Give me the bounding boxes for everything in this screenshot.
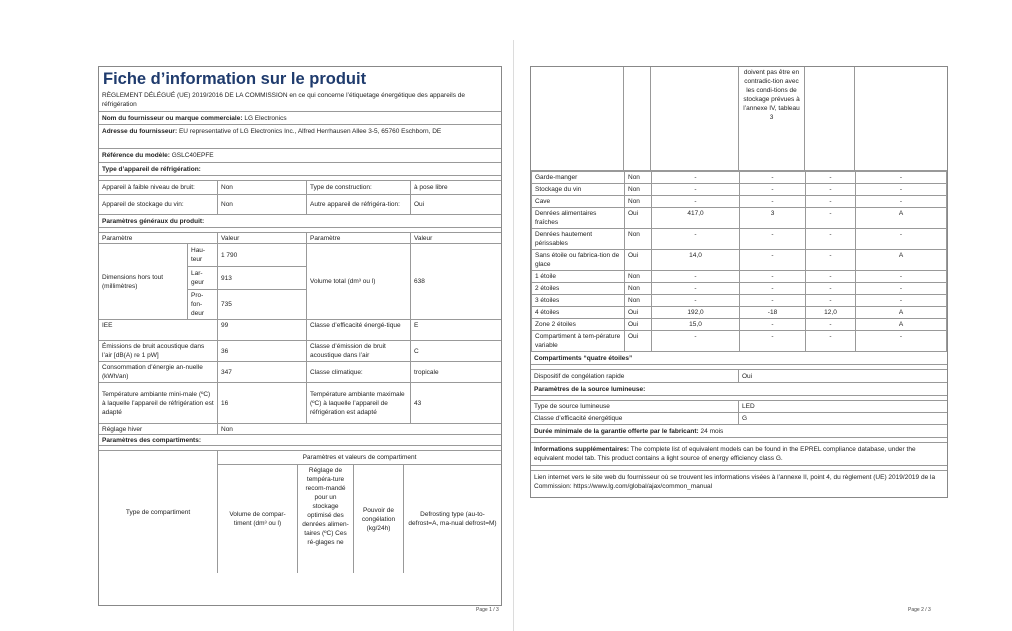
compartment-setting-cell: - <box>740 331 806 352</box>
compartment-header: Type de compartiment Paramètres et valeurs de compartiment Volume de compar-timent (dm³ ou l) Réglage de tempéra-ture recom-mandé pour un stockage optimisé des denrées alimen-taires (ºC) Ces ré-glages ne Pouvoir de congélation (kg/24h) Defrosting type (au-to-defrost=A, ma-nual defrost=M) <box>99 451 501 573</box>
compartment-name-cell: 3 étoiles <box>532 295 625 307</box>
compartment-defrost-cell: - <box>856 172 947 184</box>
compartment-row <box>532 271 947 283</box>
compartments-heading: Paramètres des compartiments: <box>99 435 501 446</box>
compartment-defrost-cell: A <box>856 307 947 319</box>
document-title: Fiche d’information sur le produit <box>103 70 367 88</box>
compartment-defrost-cell: A <box>856 208 947 229</box>
compartment-row <box>532 319 947 331</box>
compartment-volume-cell: 14,0 <box>652 250 740 271</box>
light-class-row: Classe d’efficacité énergétique G <box>531 413 947 425</box>
compartment-freezing-cell: - <box>806 196 856 208</box>
compartment-present-cell: Oui <box>625 250 652 271</box>
model-row: Référence du modèle: GSLC40EPFE <box>99 149 501 163</box>
compartment-volume-cell: - <box>652 229 740 250</box>
regulation-text: RÈGLEMENT DÉLÉGUÉ (UE) 2019/2016 DE LA COMMISSION en ce qui concerne l’étiquetage énergétique des appareils de réfrigération <box>99 89 501 112</box>
compartment-defrost-cell: A <box>856 250 947 271</box>
dimensions-row: Dimensions hors tout (millimètres) Hau-teur 1 790 Lar-geur 913 Pro-fon-deur 735 Volume total (dm³ ou l) 638 <box>99 244 501 320</box>
compartment-setting-cell: 3 <box>740 208 806 229</box>
compartment-defrost-cell: - <box>856 184 947 196</box>
quick-freeze-row: Dispositif de congélation rapide Oui <box>531 370 947 383</box>
compartment-name-cell: 4 étoiles <box>532 307 625 319</box>
compartment-setting-cell: - <box>740 196 806 208</box>
compartment-freezing-cell: 12,0 <box>806 307 856 319</box>
compartment-volume-cell: - <box>652 283 740 295</box>
winter-row: Réglage hiver Non <box>99 424 501 435</box>
compartment-freezing-cell: - <box>806 331 856 352</box>
compartment-row <box>532 184 947 196</box>
compartment-defrost-cell: - <box>856 196 947 208</box>
compartment-defrost-cell: A <box>856 319 947 331</box>
compartment-setting-cell: -18 <box>740 307 806 319</box>
light-type-row: Type de source lumineuse LED <box>531 401 947 413</box>
compartment-row <box>532 295 947 307</box>
compartment-present-cell: Non <box>625 295 652 307</box>
document-page-2 <box>516 0 1012 631</box>
iee-row: IEE 99 Classe d’efficacité énergé-tique E <box>99 320 501 341</box>
continuation-row <box>531 67 947 171</box>
compartment-setting-cell: - <box>740 184 806 196</box>
compartment-name-cell: Compartiment à tem-pérature variable <box>532 331 625 352</box>
compartment-volume-cell: - <box>652 184 740 196</box>
page-number: Page 2 / 3 <box>908 607 931 613</box>
compartment-present-cell: Non <box>625 196 652 208</box>
temperature-row: Température ambiante mini-male (ºC) à laquelle l’appareil de réfrigération est adapté 16 Température ambiante maximale (ºC) à laquelle l’appareil de réfrigération est adapté 43 <box>99 383 501 424</box>
compartment-freezing-cell: - <box>806 229 856 250</box>
low-noise-row: Appareil à faible niveau de bruit: Non Type de construction: à pose libre <box>99 181 501 195</box>
compartment-freezing-cell: - <box>806 184 856 196</box>
compartment-freezing-cell: - <box>806 319 856 331</box>
page-divider <box>513 40 514 631</box>
compartment-name-cell: Denrées hautement périssables <box>532 229 625 250</box>
compartment-defrost-cell: - <box>856 331 947 352</box>
compartment-volume-cell: - <box>652 196 740 208</box>
compartment-present-cell: Non <box>625 184 652 196</box>
compartment-defrost-cell: - <box>856 271 947 283</box>
compartment-row <box>532 196 947 208</box>
compartment-name-cell: 1 étoile <box>532 271 625 283</box>
compartment-volume-cell: 192,0 <box>652 307 740 319</box>
compartment-name-cell: Sans étoile ou fabrica-tion de glace <box>532 250 625 271</box>
compartment-name-cell: Garde-manger <box>532 172 625 184</box>
compartment-row <box>532 208 947 229</box>
compartment-present-cell: Oui <box>625 208 652 229</box>
type-heading: Type d’appareil de réfrigération: <box>99 163 501 176</box>
compartment-present-cell: Non <box>625 229 652 250</box>
compartment-defrost-cell: - <box>856 295 947 307</box>
four-star-heading: Compartiments “quatre étoiles” <box>531 352 947 365</box>
compartment-volume-cell: 417,0 <box>652 208 740 229</box>
compartment-name-cell: Zone 2 étoiles <box>532 319 625 331</box>
product-info-sheet <box>98 66 502 606</box>
compartment-volume-cell: - <box>652 172 740 184</box>
compartment-setting-cell: - <box>740 319 806 331</box>
compartment-volume-cell: 15,0 <box>652 319 740 331</box>
compartment-setting-cell: - <box>740 172 806 184</box>
supplier-address-row: Adresse du fournisseur: EU representative of LG Electronics Inc., Alfred Herrhausen Allee 3-5, 65760 Eschborn, DE <box>99 125 501 149</box>
compartment-volume-cell: - <box>652 271 740 283</box>
compartment-setting-cell: - <box>740 271 806 283</box>
compartment-row <box>532 229 947 250</box>
compartment-present-cell: Oui <box>625 307 652 319</box>
compartment-row <box>532 250 947 271</box>
compartment-freezing-cell: - <box>806 283 856 295</box>
warranty-row: Durée minimale de la garantie offerte par le fabricant: 24 mois <box>531 425 947 438</box>
compartment-row <box>532 307 947 319</box>
compartment-present-cell: Non <box>625 283 652 295</box>
compartment-freezing-cell: - <box>806 208 856 229</box>
compartment-freezing-cell: - <box>806 271 856 283</box>
compartment-name-cell: Stockage du vin <box>532 184 625 196</box>
compartment-row <box>532 283 947 295</box>
compartment-present-cell: Non <box>625 172 652 184</box>
consumption-row: Consommation d’énergie an-nuelle (kWh/an) 347 Classe climatique: tropicale <box>99 362 501 383</box>
compartment-present-cell: Oui <box>625 319 652 331</box>
page-number: Page 1 / 3 <box>476 607 499 613</box>
compartment-row <box>532 331 947 352</box>
continuation-text: doivent pas être en contradic-tion avec les condi-tions de stockage prévues à l’annexe IV, tableau 3 <box>739 67 805 170</box>
compartment-row <box>532 172 947 184</box>
compartments-table <box>531 171 947 352</box>
product-info-sheet-continued <box>530 66 948 498</box>
compartment-name-cell: 2 étoiles <box>532 283 625 295</box>
compartment-freezing-cell: - <box>806 250 856 271</box>
compartment-volume-cell: - <box>652 331 740 352</box>
supplier-link-row: Lien internet vers le site web du fournisseur où se trouvent les informations visées à l’annexe II, point 4, du règlement (UE) 2019/2019 de la Commission: https://www.lg.com/global/ajax/common_manual <box>534 474 936 490</box>
compartment-freezing-cell: - <box>806 172 856 184</box>
light-heading: Paramètres de la source lumineuse: <box>531 383 947 396</box>
compartment-volume-cell: - <box>652 295 740 307</box>
compartment-present-cell: Oui <box>625 331 652 352</box>
general-heading: Paramètres généraux du produit: <box>99 215 501 228</box>
compartment-setting-cell: - <box>740 229 806 250</box>
compartment-setting-cell: - <box>740 250 806 271</box>
noise-row: Émissions de bruit acoustique dans l’air [dB(A) re 1 pW] 36 Classe d’émission de bruit acoustique dans l’air C <box>99 341 501 362</box>
compartment-name-cell: Denrées alimentaires fraîches <box>532 208 625 229</box>
compartment-present-cell: Non <box>625 271 652 283</box>
extra-info-row: Informations supplémentaires: The complete list of equivalent models can be found in the EPREL compliance database, under the equivalent model tab. This product contains a light source of energy efficiency class G. <box>531 443 947 466</box>
compartment-freezing-cell: - <box>806 295 856 307</box>
general-header-row: Paramètre Valeur Paramètre Valeur <box>99 233 501 244</box>
compartment-defrost-cell: - <box>856 229 947 250</box>
supplier-name-row: Nom du fournisseur ou marque commerciale: LG Electronics <box>99 112 501 125</box>
compartment-setting-cell: - <box>740 283 806 295</box>
wine-row: Appareil de stockage du vin: Non Autre appareil de réfrigéra-tion: Oui <box>99 195 501 215</box>
compartment-defrost-cell: - <box>856 283 947 295</box>
compartment-name-cell: Cave <box>532 196 625 208</box>
compartment-setting-cell: - <box>740 295 806 307</box>
